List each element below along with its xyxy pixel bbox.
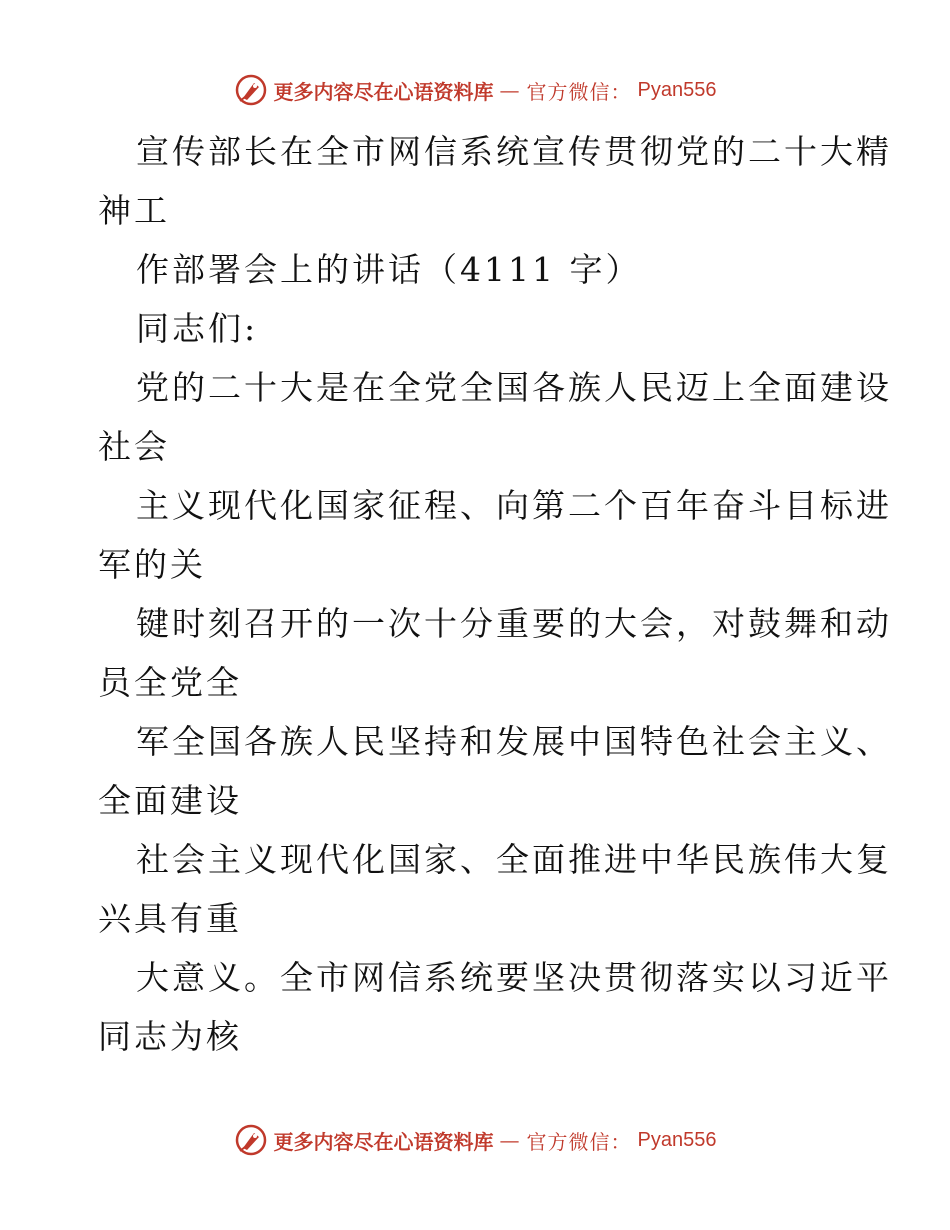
footer-watermark [0,1120,950,1160]
body-line: 主义现代化国家征程、向第二个百年奋斗目标进 [136,486,892,525]
body-line: 党的二十大是在全党全国各族人民迈上全面建设 [136,368,892,407]
body-line: 宣传部长在全市网信系统宣传贯彻党的二十大精 [136,132,892,171]
body-line: 同志们: [136,309,259,348]
body-line: 员全党全 [98,663,242,702]
body-line: 社会主义现代化国家、全面推进中华民族伟大复 [136,840,892,879]
body-line: 大意义。全市网信系统要坚决贯彻落实以习近平 [136,958,892,997]
header-watermark [0,70,950,110]
body-line: 作部署会上的讲话（4111 字） [136,250,642,289]
body-line: 军全国各族人民坚持和发展中国特色社会主义、 [136,722,892,761]
watermark-contact-id: Pyan556 [637,78,717,101]
watermark-separator: — [499,78,521,102]
body-line: 军的关 [98,545,206,584]
pen-nib-icon [234,1123,268,1157]
pen-nib-icon [234,73,268,107]
watermark-contact: 官方微信： [526,1129,632,1154]
watermark-contact-id: Pyan556 [637,1128,717,1151]
watermark-brand: 更多内容尽在心语资料库 [273,79,494,104]
body-line: 兴具有重 [98,899,242,938]
document-body [98,122,892,1066]
body-line: 社会 [98,427,170,466]
body-line: 键时刻召开的一次十分重要的大会，对鼓舞和动 [136,604,892,643]
watermark-contact: 官方微信： [526,79,632,104]
body-line: 同志为核 [98,1017,242,1056]
watermark-brand: 更多内容尽在心语资料库 [273,1129,494,1154]
body-line: 神工 [98,191,170,230]
body-line: 全面建设 [98,781,242,820]
watermark-separator: — [499,1128,521,1152]
